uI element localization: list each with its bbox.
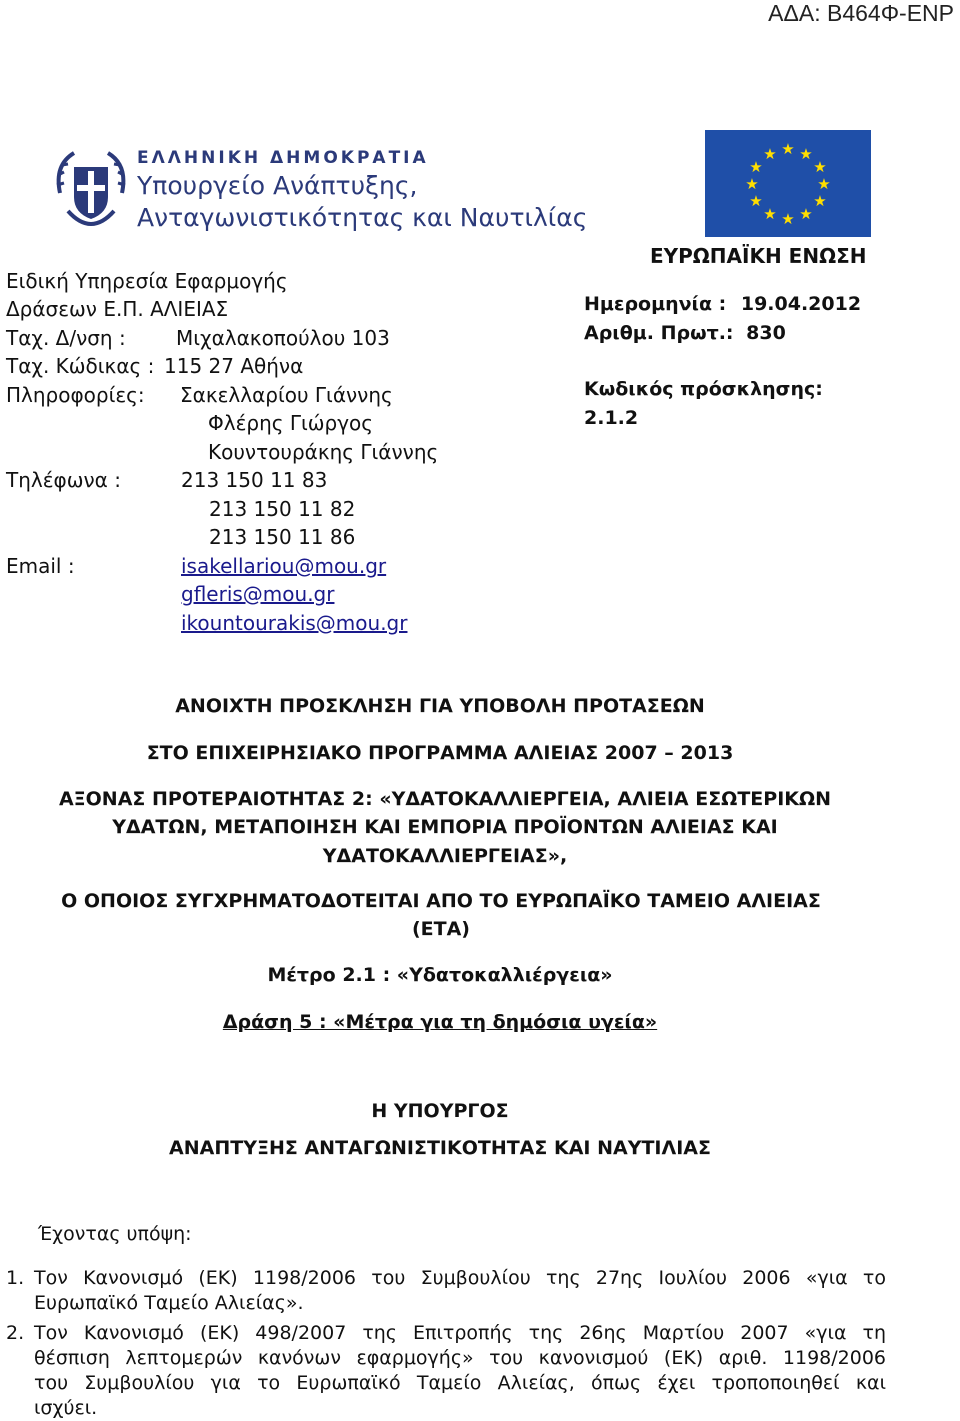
date-value: 19.04.2012 <box>740 293 862 315</box>
heading-line1: ΑΝΟΙΧΤΗ ΠΡΟΣΚΛΗΣΗ ΓΙΑ ΥΠΟΒΟΛΗ ΠΡΟΤΑΣΕΩΝ <box>175 695 705 717</box>
contact-2: Φλέρης Γιώργος <box>208 411 374 435</box>
eu-flag-icon <box>705 130 871 237</box>
fund-line2: (ΕΤΑ) <box>411 918 470 940</box>
list-item-line: θέσπιση λεπτομερών κανόνων εφαρμογής» του κανονισμού (ΕΚ) αριθ. 1198/2006 <box>34 1347 886 1369</box>
eu-label: ΕΥΡΩΠΑΪΚΗ ΕΝΩΣΗ <box>650 244 867 268</box>
axis-line3: ΥΔΑΤΟΚΑΛΛΙΕΡΓΕΙΑΣ», <box>322 845 568 867</box>
sender-line2: Δράσεων Ε.Π. ΑΛΙΕΙΑΣ <box>6 297 229 321</box>
email-label: Email : <box>6 554 75 578</box>
minister-line2: ΑΝΑΠΤΥΞΗΣ ΑΝΤΑΓΩΝΙΣΤΙΚΟΤΗΤΑΣ ΚΑΙ ΝΑΥΤΙΛΙΑΣ <box>169 1137 711 1159</box>
call-code-value: 2.1.2 <box>584 407 639 429</box>
minister-line1: Η ΥΠΟΥΡΓΟΣ <box>371 1100 509 1122</box>
email-link-1[interactable]: isakellariou@mou.gr <box>181 554 387 578</box>
svg-text:★: ★ <box>799 205 813 223</box>
ada-code: ΑΔΑ: Β464Φ-ΕΝΡ <box>768 0 954 26</box>
date-row <box>584 293 861 315</box>
list-item-line: Τον Κανονισμό (ΕΚ) 498/2007 της Επιτροπής της 26ης Μαρτίου 2007 «για τη <box>34 1322 886 1344</box>
list-item-number: 2. <box>6 1322 25 1344</box>
postal-value: 115 27 Αθήνα <box>164 354 304 378</box>
body-intro: Έχοντας υπόψη: <box>38 1223 192 1245</box>
svg-text:★: ★ <box>763 145 777 163</box>
phone-1: 213 150 11 83 <box>181 468 328 492</box>
logo-line3: Ανταγωνιστικότητας και Ναυτιλίας <box>137 203 588 232</box>
protocol-value: 830 <box>746 322 786 344</box>
measure: Μέτρο 2.1 : «Υδατοκαλλιέργεια» <box>267 964 613 986</box>
list-item-number: 1. <box>6 1267 25 1289</box>
heading-line2: ΣΤΟ ΕΠΙΧΕΙΡΗΣΙΑΚΟ ΠΡΟΓΡΑΜΜΑ ΑΛΙΕΙΑΣ 2007 – 2013 <box>146 742 734 764</box>
svg-text:★: ★ <box>817 175 831 193</box>
svg-text:★: ★ <box>813 158 827 176</box>
date-label: Ημερομηνία : <box>584 293 727 315</box>
axis-line1: ΑΞΟΝΑΣ ΠΡΟΤΕΡΑΙΟΤΗΤΑΣ 2: «ΥΔΑΤΟΚΑΛΛΙΕΡΓΕΙΑ, ΑΛΙΕΙΑ ΕΣΩΤΕΡΙΚΩΝ <box>58 788 832 810</box>
list-item-line: του Συμβουλίου για το Ευρωπαϊκό Ταμείο Αλιείας, όπως έχει τροποποιηθεί και <box>34 1372 886 1394</box>
email-link-2[interactable]: gfleris@mou.gr <box>181 582 335 606</box>
svg-text:★: ★ <box>749 158 763 176</box>
phone-2: 213 150 11 82 <box>209 497 356 521</box>
address-value: Μιχαλακοπούλου 103 <box>176 326 390 350</box>
greek-coat-of-arms-icon <box>50 145 132 239</box>
svg-text:★: ★ <box>745 175 759 193</box>
list-item-line: Ευρωπαϊκό Ταμείο Αλιείας». <box>34 1292 304 1314</box>
phones-label: Τηλέφωνα : <box>6 468 121 492</box>
email-link-3[interactable]: ikountourakis@mou.gr <box>181 611 408 635</box>
contact-3: Κουντουράκης Γιάννης <box>208 440 439 464</box>
sender-line1: Ειδική Υπηρεσία Εφαρμογής <box>6 269 288 293</box>
logo-line1: ΕΛΛΗΝΙΚΗ ΔΗΜΟΚΡΑΤΙΑ <box>137 148 429 168</box>
address-label: Ταχ. Δ/νση : <box>6 326 126 350</box>
postal-label: Ταχ. Κώδικας : <box>6 354 155 378</box>
logo-line2: Υπουργείο Ανάπτυξης, <box>137 171 418 200</box>
contact-1: Σακελλαρίου Γιάννης <box>180 383 393 407</box>
svg-text:★: ★ <box>813 192 827 210</box>
svg-text:★: ★ <box>799 145 813 163</box>
call-code-label: Κωδικός πρόσκλησης: <box>584 378 823 400</box>
action: Δράση 5 : «Μέτρα για τη δημόσια υγεία» <box>222 1011 658 1033</box>
protocol-row <box>584 322 786 344</box>
sender-block <box>0 267 560 647</box>
info-label: Πληροφορίες: <box>6 383 145 407</box>
svg-text:★: ★ <box>781 210 795 228</box>
list-item-line: Τον Κανονισμό (ΕΚ) 1198/2006 του Συμβουλίου της 27ης Ιουλίου 2006 «για το <box>34 1267 886 1289</box>
phone-3: 213 150 11 86 <box>209 525 356 549</box>
svg-text:★: ★ <box>749 192 763 210</box>
fund-line1: Ο ΟΠΟΙΟΣ ΣΥΓΧΡΗΜΑΤΟΔΟΤΕΙΤΑΙ ΑΠΟ ΤΟ ΕΥΡΩΠΑΪΚΟ ΤΑΜΕΙΟ ΑΛΙΕΙΑΣ <box>61 890 821 912</box>
protocol-label: Αριθμ. Πρωτ.: <box>584 322 734 344</box>
list-item-line: ισχύει. <box>34 1397 98 1419</box>
svg-text:★: ★ <box>781 140 795 158</box>
axis-line2: ΥΔΑΤΩΝ, ΜΕΤΑΠΟΙΗΣΗ ΚΑΙ ΕΜΠΟΡΙΑ ΠΡΟΪΟΝΤΩΝ ΑΛΙΕΙΑΣ ΚΑΙ <box>112 816 778 838</box>
svg-text:★: ★ <box>763 205 777 223</box>
